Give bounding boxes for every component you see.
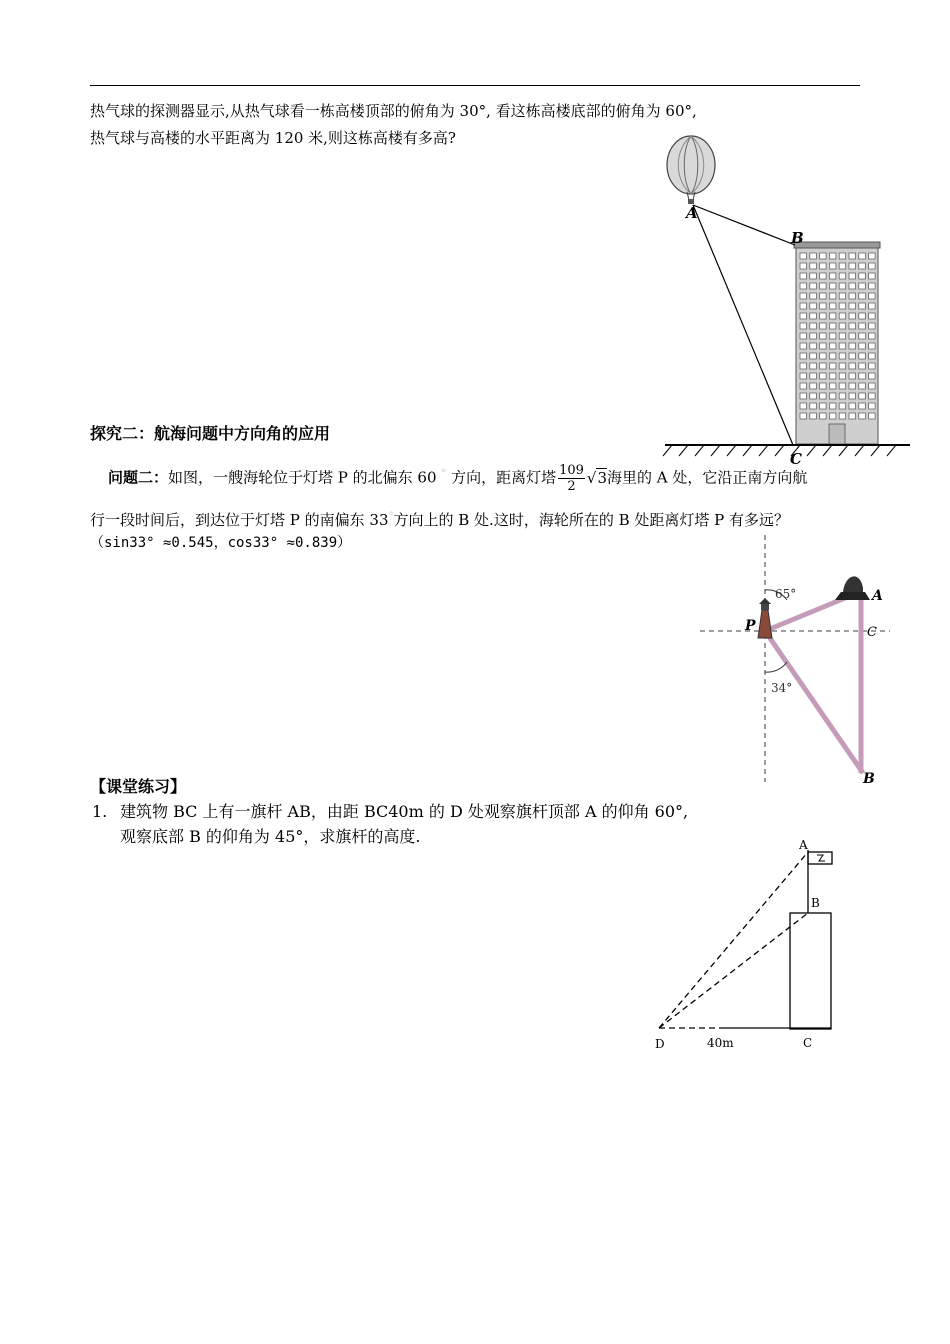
ground-hatch	[871, 445, 880, 456]
ground-hatch	[759, 445, 768, 456]
window	[829, 403, 836, 409]
window	[800, 313, 807, 319]
window	[839, 403, 846, 409]
segment-pb	[765, 631, 863, 773]
window	[869, 333, 876, 339]
ground-hatch	[679, 445, 688, 456]
ground-hatch	[727, 445, 736, 456]
window	[820, 413, 827, 419]
window	[849, 273, 856, 279]
window	[820, 293, 827, 299]
window	[820, 303, 827, 309]
window	[810, 393, 817, 399]
window	[839, 333, 846, 339]
window	[829, 383, 836, 389]
window	[820, 273, 827, 279]
window	[849, 373, 856, 379]
window	[810, 373, 817, 379]
window	[839, 263, 846, 269]
window	[839, 313, 846, 319]
segment-pa	[765, 596, 850, 631]
question2-text-b: 方向，距离灯塔	[451, 468, 557, 487]
window	[829, 283, 836, 289]
window	[849, 393, 856, 399]
window	[800, 283, 807, 289]
label-p: P	[745, 618, 756, 634]
hot-air-balloon-icon	[667, 136, 715, 204]
label-a: A	[686, 204, 698, 222]
sight-line-bottom	[693, 205, 793, 445]
window	[869, 363, 876, 369]
window	[849, 283, 856, 289]
window	[849, 403, 856, 409]
window	[839, 373, 846, 379]
balloon-building-figure	[660, 130, 915, 470]
sight-line-db	[659, 913, 808, 1028]
ground-hatch	[823, 445, 832, 456]
window	[829, 313, 836, 319]
distance-label: 40m	[707, 1036, 734, 1050]
window	[839, 283, 846, 289]
ground-hatch	[775, 445, 784, 456]
window	[829, 393, 836, 399]
window	[869, 403, 876, 409]
window	[859, 303, 866, 309]
flag-icon	[808, 852, 832, 864]
window	[849, 253, 856, 259]
window	[829, 273, 836, 279]
distance-fraction: $\frac{109}{2}$	[559, 463, 584, 494]
window	[839, 353, 846, 359]
window	[810, 263, 817, 269]
window	[800, 273, 807, 279]
window	[800, 363, 807, 369]
window	[810, 333, 817, 339]
ground-hatch	[855, 445, 864, 456]
practice-number: 1.	[92, 802, 108, 821]
window	[820, 263, 827, 269]
label-a: A	[872, 588, 883, 604]
window	[849, 313, 856, 319]
question2-line1: 问题二：如图，一艘海轮位于灯塔 P 的北偏东 60 ° 方向，距离灯塔 $\frac{109}{2}$ √3海里的 A 处，它沿正南方向航	[108, 463, 808, 494]
window	[859, 343, 866, 349]
window	[810, 253, 817, 259]
window	[829, 323, 836, 329]
window	[869, 373, 876, 379]
window	[849, 263, 856, 269]
window	[869, 303, 876, 309]
window	[839, 293, 846, 299]
window	[869, 353, 876, 359]
ground-hatch	[743, 445, 752, 456]
window	[839, 273, 846, 279]
window	[869, 393, 876, 399]
window	[800, 323, 807, 329]
window	[800, 373, 807, 379]
window	[829, 353, 836, 359]
window	[839, 343, 846, 349]
window	[849, 333, 856, 339]
question2-line3: （sin33° ≈0.545，cos33° ≈0.839）	[90, 535, 352, 551]
window	[820, 323, 827, 329]
window	[859, 353, 866, 359]
window	[869, 263, 876, 269]
angle-34: 34°	[771, 681, 793, 695]
window	[839, 303, 846, 309]
window	[859, 413, 866, 419]
window	[859, 323, 866, 329]
window	[859, 383, 866, 389]
window	[810, 283, 817, 289]
window	[800, 343, 807, 349]
sqrt-expression: √3	[586, 468, 608, 487]
window	[839, 253, 846, 259]
window	[869, 313, 876, 319]
ground-hatch	[711, 445, 720, 456]
window	[859, 373, 866, 379]
window	[800, 253, 807, 259]
window	[800, 303, 807, 309]
window	[810, 383, 817, 389]
window	[869, 383, 876, 389]
problem1-line1: 热气球的探测器显示,从热气球看一栋高楼顶部的俯角为 30°, 看这栋高楼底部的俯角为 60°,	[90, 102, 697, 120]
practice-title: 【课堂练习】	[90, 777, 187, 796]
window	[859, 313, 866, 319]
window	[810, 353, 817, 359]
window	[829, 253, 836, 259]
window	[859, 393, 866, 399]
question2-text-c: 海里的 A 处，它沿正南方向航	[607, 468, 808, 487]
question2-text-a: 如图，一艘海轮位于灯塔 P 的北偏东 60	[168, 468, 437, 487]
window	[820, 373, 827, 379]
window	[820, 353, 827, 359]
window	[869, 293, 876, 299]
practice-line1: 建筑物 BC 上有一旗杆 AB，由距 BC40m 的 D 处观察旗杆顶部 A 的仰角 60°,	[120, 802, 689, 821]
window	[810, 313, 817, 319]
angle-65: 65°	[775, 587, 797, 601]
ground-hatch	[839, 445, 848, 456]
window	[829, 373, 836, 379]
label-b: B	[811, 896, 820, 910]
building-bc	[790, 913, 831, 1029]
ship-icon	[835, 576, 870, 600]
question2-line2: 行一段时间后，到达位于灯塔 P 的南偏东 33°方向上的 B 处.这时，海轮所在的 B 处距离灯塔 P 有多远？	[90, 511, 790, 529]
window	[800, 403, 807, 409]
flagpole-figure	[645, 835, 845, 1055]
window	[810, 273, 817, 279]
window	[859, 333, 866, 339]
window	[839, 413, 846, 419]
window	[820, 363, 827, 369]
label-c: C	[803, 1036, 813, 1050]
label-a: A	[799, 838, 808, 852]
window	[800, 383, 807, 389]
label-d: D	[655, 1037, 665, 1051]
label-c: C	[790, 450, 802, 468]
window	[810, 403, 817, 409]
sight-line-top	[693, 205, 795, 245]
window	[800, 333, 807, 339]
practice-line2: 观察底部 B 的仰角为 45°，求旗杆的高度.	[120, 827, 421, 846]
window	[849, 303, 856, 309]
window	[839, 383, 846, 389]
window	[829, 333, 836, 339]
window	[869, 253, 876, 259]
window	[839, 363, 846, 369]
window	[800, 393, 807, 399]
ground-hatch	[807, 445, 816, 456]
window	[800, 353, 807, 359]
window	[839, 393, 846, 399]
label-b: B	[863, 771, 875, 787]
window	[820, 393, 827, 399]
sight-line-da	[659, 852, 808, 1028]
ground-hatch	[887, 445, 896, 456]
window	[859, 403, 866, 409]
label-b: B	[791, 229, 804, 247]
window	[829, 293, 836, 299]
ground-hatch	[663, 445, 672, 456]
window	[859, 363, 866, 369]
lighthouse-figure	[695, 530, 900, 790]
window	[849, 343, 856, 349]
window	[849, 383, 856, 389]
header-rule	[90, 85, 860, 86]
window	[859, 293, 866, 299]
question2-label: 问题二：	[108, 468, 169, 487]
section2-title: 探究二：航海问题中方向角的应用	[90, 424, 331, 443]
window	[859, 263, 866, 269]
window	[820, 253, 827, 259]
window	[810, 343, 817, 349]
window	[810, 413, 817, 419]
window	[849, 413, 856, 419]
label-c: C	[867, 625, 877, 640]
window	[859, 283, 866, 289]
lighthouse-icon	[758, 598, 772, 638]
window	[820, 383, 827, 389]
window	[800, 293, 807, 299]
window	[800, 413, 807, 419]
window	[820, 313, 827, 319]
window	[869, 413, 876, 419]
problem1-line2: 热气球与高楼的水平距离为 120 米,则这栋高楼有多高?	[90, 129, 456, 147]
window	[849, 323, 856, 329]
window	[810, 323, 817, 329]
window	[829, 263, 836, 269]
window	[810, 303, 817, 309]
window	[869, 323, 876, 329]
window	[849, 353, 856, 359]
window	[829, 363, 836, 369]
window	[829, 413, 836, 419]
window	[810, 293, 817, 299]
window	[820, 403, 827, 409]
window	[820, 333, 827, 339]
window	[829, 343, 836, 349]
window	[859, 273, 866, 279]
ground-hatch	[695, 445, 704, 456]
window	[849, 293, 856, 299]
window	[869, 273, 876, 279]
building-icon	[794, 242, 880, 444]
window	[849, 363, 856, 369]
window	[859, 253, 866, 259]
window	[810, 363, 817, 369]
window	[820, 343, 827, 349]
window	[869, 343, 876, 349]
window	[839, 323, 846, 329]
window	[820, 283, 827, 289]
window	[869, 283, 876, 289]
window	[829, 303, 836, 309]
window	[800, 263, 807, 269]
